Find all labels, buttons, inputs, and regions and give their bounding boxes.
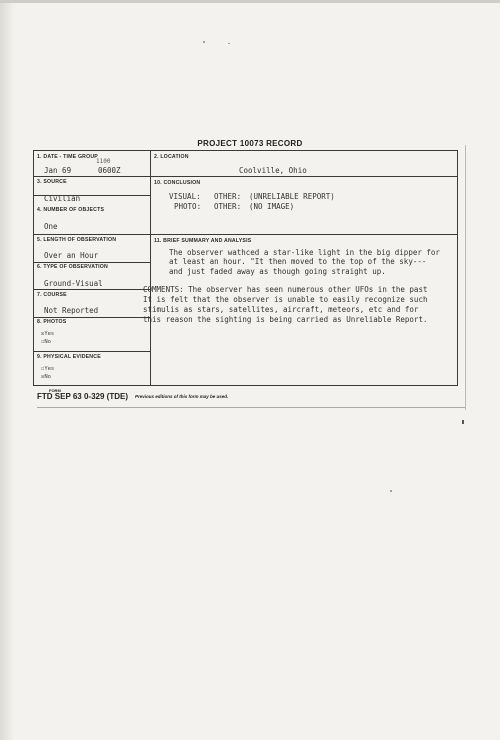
comments-line: stimulis as stars, satellites, aircraft, meteors, etc and for (143, 305, 419, 314)
scan-speck (390, 490, 392, 492)
summary-label: 11. BRIEF SUMMARY AND ANALYSIS (154, 238, 252, 244)
row-divider (34, 289, 150, 290)
row-divider (34, 317, 150, 318)
length-label: 5. LENGTH OF OBSERVATION (37, 237, 117, 243)
conclusion-label: 10. CONCLUSION (154, 180, 201, 186)
page-title: PROJECT 10073 RECORD (197, 139, 303, 148)
conclusion-photo-value: (NO IMAGE) (249, 202, 295, 211)
objects-label: 4. NUMBER OF OBJECTS (37, 207, 105, 213)
comments-line: this reason the sighting is being carried as Unreliable Report. (143, 315, 428, 324)
scan-shadow (0, 0, 14, 740)
length-value: Over an Hour (44, 251, 99, 260)
objects-value: One (44, 222, 58, 231)
column-divider (150, 151, 151, 385)
course-value: Not Reported (44, 306, 99, 315)
row-divider (34, 351, 150, 352)
type-value: Ground-Visual (44, 279, 103, 288)
conclusion-visual-value: (UNRELIABLE REPORT) (249, 192, 335, 201)
summary-line: at least an hour. "It then moved to the top of the sky--- (169, 257, 427, 266)
location-value: Coolville, Ohio (239, 166, 307, 175)
course-label: 7. COURSE (37, 292, 67, 298)
date-time-stamp: 1100 (96, 158, 111, 165)
photos-no-option: ☐No (41, 339, 51, 345)
conclusion-photo-other: OTHER: (214, 202, 242, 211)
physical-yes-option: ☐Yes (41, 366, 55, 372)
record-form (33, 150, 458, 386)
physical-evidence-label: 9. PHYSICAL EVIDENCE (37, 354, 101, 360)
location-label: 2. LOCATION (154, 154, 189, 160)
photos-yes-option: ☒Yes (41, 331, 55, 337)
conclusion-visual-other: OTHER: (214, 192, 242, 201)
summary-line: The observer wathced a star-like light in the big dipper for (169, 248, 440, 257)
summary-line: and just faded away as though going straight up. (169, 267, 386, 276)
scan-top-edge (0, 0, 500, 3)
row-divider (34, 262, 150, 263)
photos-label: 8. PHOTOS (37, 319, 67, 325)
physical-no-option: ☒No (41, 374, 51, 380)
comments-line: COMMENTS: The observer has seen numerous other UFOs in the past (143, 285, 428, 294)
date-value: Jan 69 (44, 166, 72, 175)
date-time-label: 1. DATE - TIME GROUP (37, 154, 98, 160)
form-number: FTD SEP 63 0-329 (TDE) (37, 392, 128, 401)
source-label: 3. SOURCE (37, 179, 67, 185)
scan-speck (203, 41, 205, 43)
source-value: Civilian (44, 194, 81, 203)
time-value: 0600Z (98, 166, 121, 175)
conclusion-photo-tag: PHOTO: (174, 202, 202, 211)
type-label: 6. TYPE OF OBSERVATION (37, 264, 108, 270)
previous-editions-note: Previous editions of this form may be used. (135, 394, 229, 399)
comments-line: It is felt that the observer is unable to easily recognize such (143, 295, 428, 304)
scan-mark (462, 420, 464, 424)
scan-speck (228, 43, 230, 44)
row-divider (34, 234, 457, 235)
conclusion-visual-tag: VISUAL: (169, 192, 201, 201)
page-edge-line (465, 145, 466, 410)
row-divider (34, 176, 457, 177)
footer-rule (37, 407, 465, 408)
form-label: FORM (49, 388, 61, 393)
